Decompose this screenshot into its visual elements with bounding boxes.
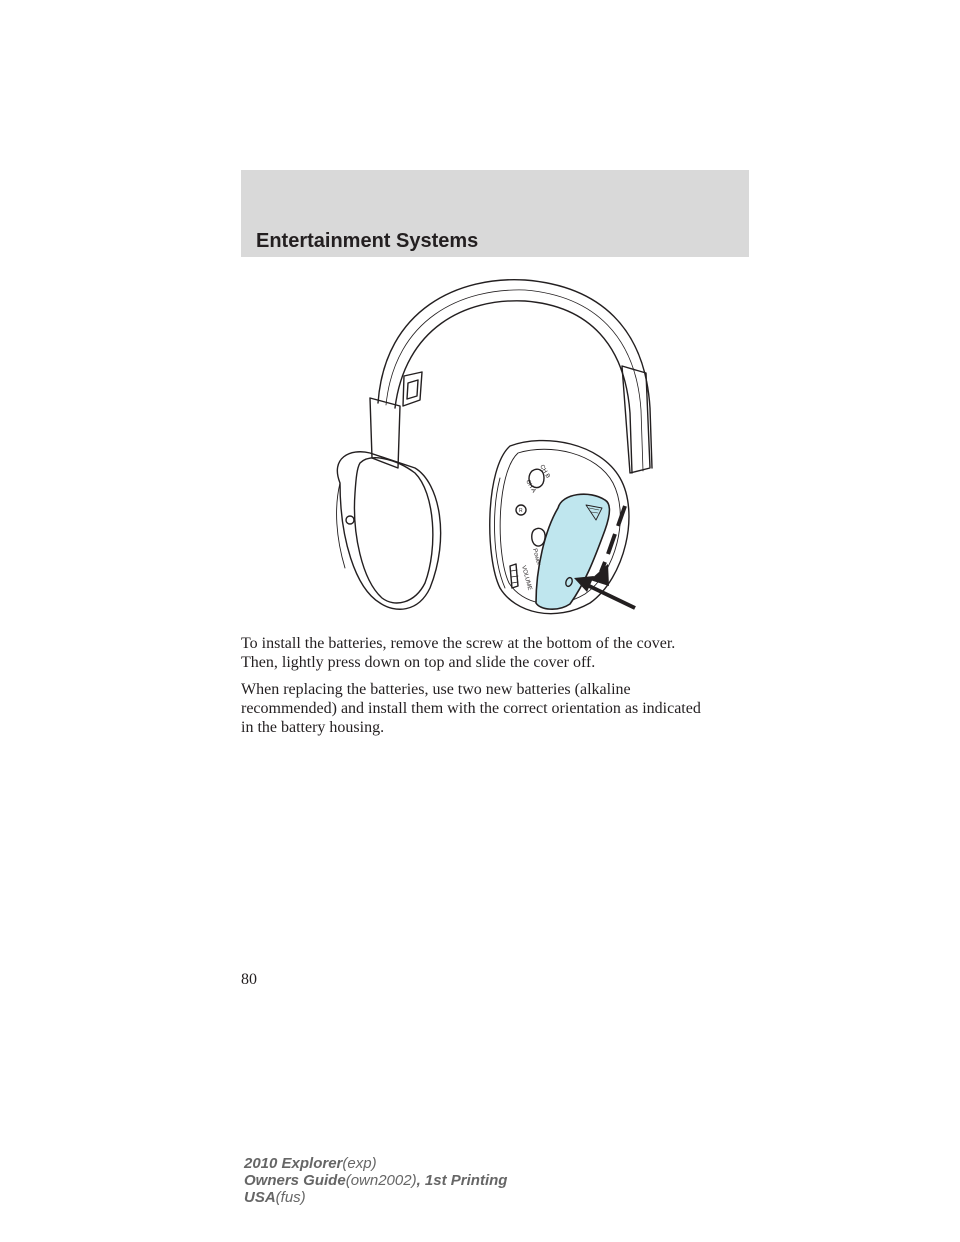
right-hinge: [622, 366, 650, 473]
power-button: [532, 528, 545, 546]
left-earcup-led: [346, 516, 354, 524]
r-button-label: R: [519, 508, 523, 514]
slide-arrow-head: [590, 564, 609, 586]
removal-instructions: To install the batteries, remove the screw at the bottom of the cover. Then, lightly press down on top and slide the cover off.: [241, 635, 676, 671]
channel-b-label: CH B: [538, 464, 551, 480]
headphones-illustration: [300, 268, 680, 628]
left-hinge-clip: [403, 372, 422, 406]
section-title: Entertainment Systems: [256, 230, 479, 252]
page-number: 80: [241, 971, 257, 988]
volume-label: VOLUME: [520, 564, 533, 591]
headband-inner: [395, 301, 632, 473]
channel-a-label: CH A: [524, 479, 537, 495]
replacement-instructions: When replacing the batteries, use two new batteries (alkaline recommended) and install them with the correct orientation as indicated in the battery housing.: [241, 681, 701, 736]
left-earcup-pad: [354, 458, 432, 603]
power-label: Power: [531, 547, 542, 566]
document-footer: 2010 Explorer(exp) Owners Guide(own2002), 1st Printing USA(fus): [244, 1155, 508, 1206]
left-earcup-outer: [337, 452, 440, 609]
screw-pointer-arrow: [585, 584, 635, 608]
